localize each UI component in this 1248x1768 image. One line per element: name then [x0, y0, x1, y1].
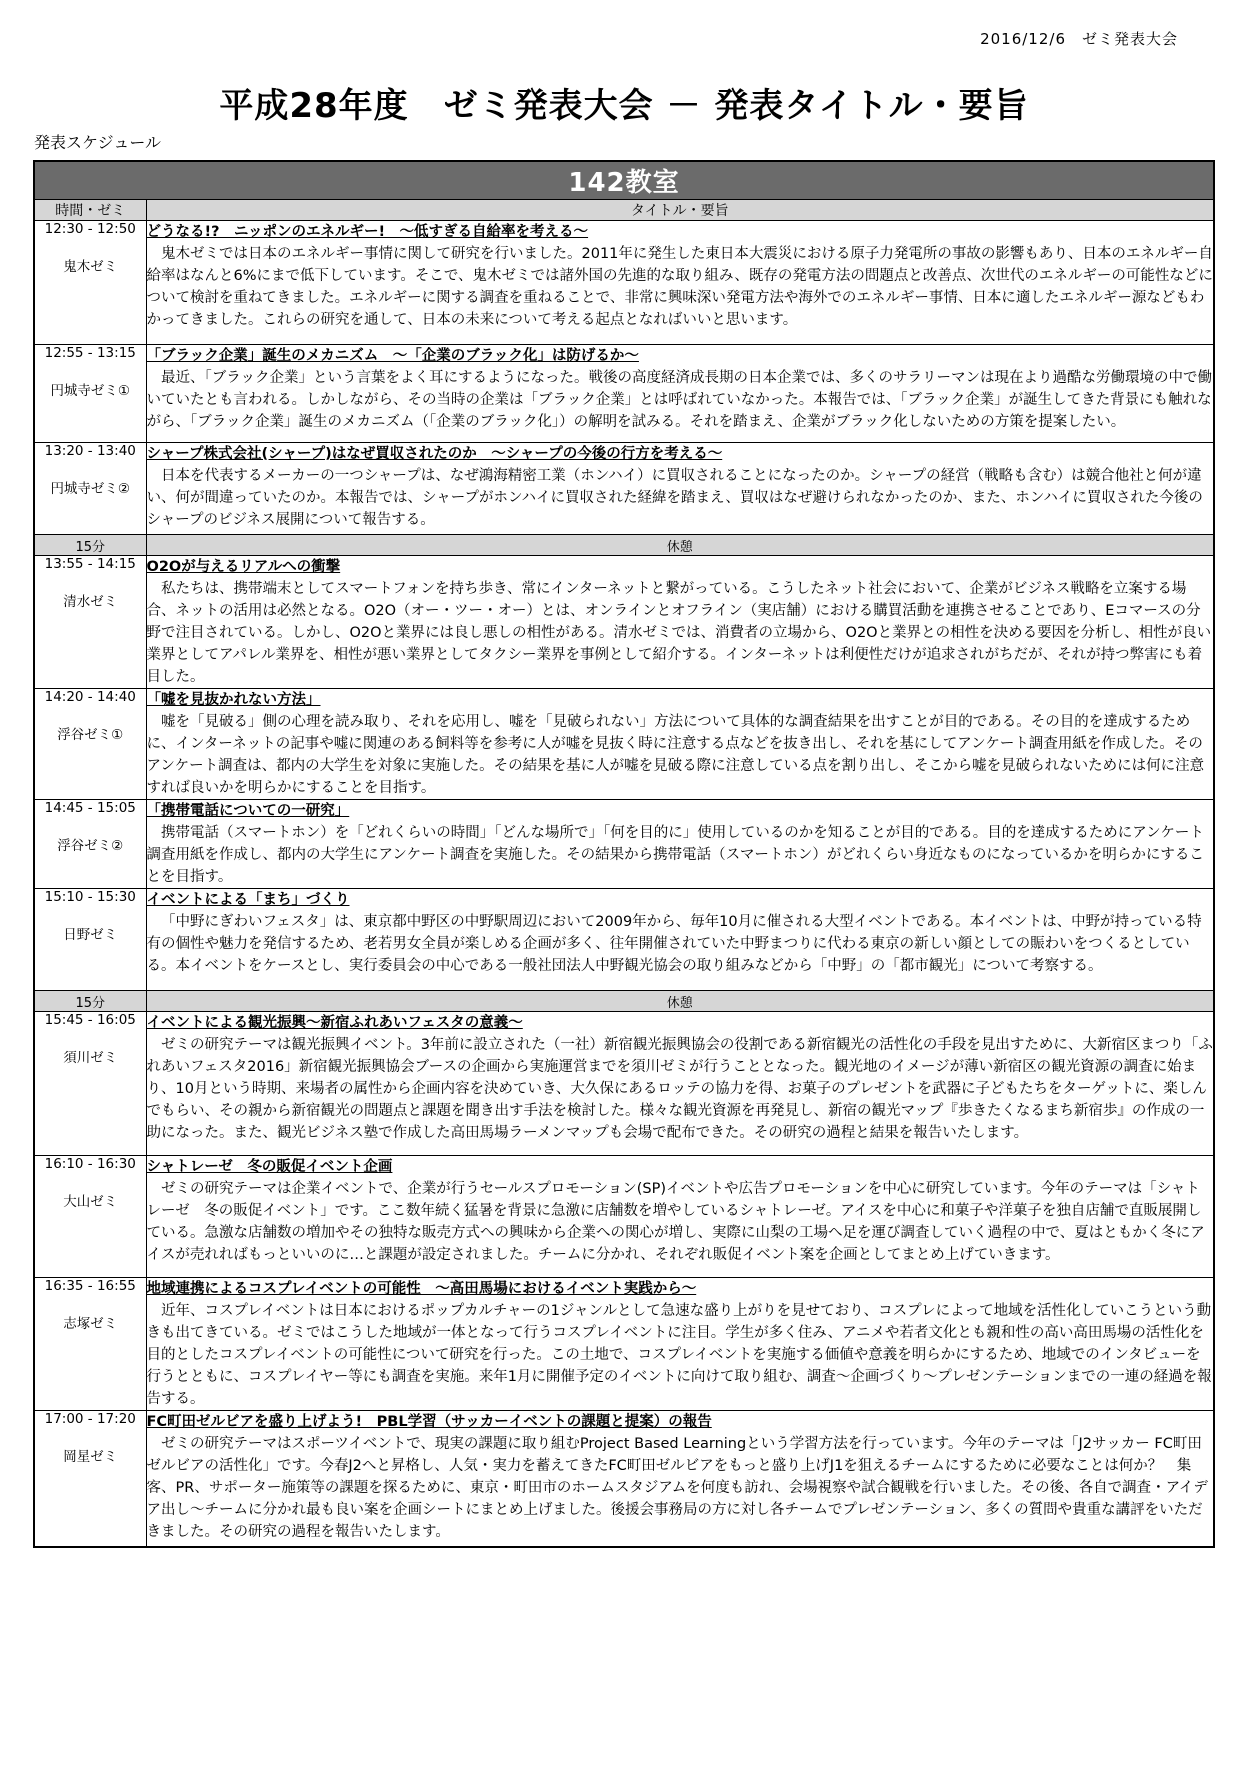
- presentation-title: イベントによる観光振興～新宿ふれあいフェスタの意義～: [146, 1015, 523, 1031]
- time-zemi-cell: [34, 1411, 146, 1547]
- presentation-summary: 近年、コスプレイベントは日本におけるポップカルチャーの1ジャンルとして急速な盛り上がりを見せており、コスプレによって地域を活性化していこうという動きも出てきている。ゼミではこうした地域が一体となって行うコスプレイベントに注目。学生が多く住み、アニメや若者文化とも親和性の高い高田馬場の活性化を目的としたコスプレイベントの可能性について研究を行った。この土地で、コスプレイベントを実施する価値や意義を明らかにするため、地域でのインタビューを行うとともに、コスプレイヤー等にも調査を実施。来年1月に開催予定のイベントに向けて取り組む、調査～企画づくり～プレゼンテーションまでの一連の経過を報告する。: [146, 1303, 1212, 1407]
- zemi-name: 岡星ゼミ: [63, 1448, 118, 1465]
- presentation-summary: 日本を代表するメーカーの一つシャープは、なぜ鴻海精密工業（ホンハイ）に買収されることになったのか。シャープの経営（戦略も含む）は競合他社と何が違い、何が間違っていたのか。本報告では、シャープがホンハイに買収された経緯を踏まえ、買収はなぜ避けられなかったのか、また、ホンハイに買収された今後のシャープのビジネス展開について報告する。: [146, 468, 1203, 528]
- presentation-summary: ゼミの研究テーマはスポーツイベントで、現実の課題に取り組むProject Based Learningという学習方法を行っています。今年のテーマは「J2サッカー FC町田ゼルビアの活性化」です。今春J2へと昇格し、人気・実力を蓄えてきたFC町田ゼルビアをもっと盛り上げJ1を狙えるチームにするために必要なことは何か？ 集客、PR、サポーター施策等の課題を探るために、東京・町田市のホームスタジアムを何度も訪れ、会場視察や試合観戦を行いました。その後、各自で調査・アイデア出し～チームに分かれ最も良い案を企画シートにまとめ上げました。後援会事務局の方に対し各チームでプレゼンテーション、多くの質問や貴重な講評をいただきました。その研究の過程を報告いたします。: [146, 1436, 1208, 1540]
- title-summary-cell: [146, 1411, 1214, 1547]
- column-header-time: 時間・ゼミ: [34, 200, 146, 221]
- time-slot: 13:20 - 13:40: [44, 443, 136, 459]
- zemi-name: 浮谷ゼミ①: [57, 726, 124, 743]
- time-zemi-cell: [34, 1278, 146, 1411]
- time-slot: 16:10 - 16:30: [44, 1156, 136, 1172]
- title-summary-cell: [146, 689, 1214, 800]
- time-slot: 12:55 - 13:15: [44, 345, 136, 361]
- title-summary-cell: [146, 345, 1214, 443]
- time-zemi-cell: [34, 800, 146, 889]
- presentation-row: [34, 1411, 1214, 1547]
- zemi-name: 鬼木ゼミ: [63, 258, 118, 275]
- break-label: 休憩: [146, 535, 1214, 556]
- title-summary-cell: [146, 889, 1214, 991]
- time-zemi-cell: [34, 1156, 146, 1278]
- zemi-name: 円城寺ゼミ②: [50, 480, 131, 497]
- time-slot: 16:35 - 16:55: [44, 1278, 136, 1294]
- break-row: [34, 535, 1214, 556]
- presentation-summary: 「中野にぎわいフェスタ」は、東京都中野区の中野駅周辺において2009年から、毎年10月に催される大型イベントである。本イベントは、中野が持っている特有の個性や魅力を発信するため、老若男女全員が楽しめる企画が多く、往年開催されていた中野まつりに代わる東京の新しい顔としての賑わいをつくるとしている。本イベントをケースとし、実行委員会の中心である一般社団法人中野観光協会の取り組みなどから「中野」の「都市観光」について考察する。: [146, 914, 1202, 974]
- time-slot: 15:45 - 16:05: [44, 1012, 136, 1028]
- presentation-row: [34, 1012, 1214, 1156]
- presentation-title: 地域連携によるコスプレイベントの可能性 ～高田馬場におけるイベント実践から～: [146, 1281, 697, 1297]
- presentation-summary: 私たちは、携帯端末としてスマートフォンを持ち歩き、常にインターネットと繋がっている。こうしたネット社会において、企業がビジネス戦略を立案する場合、ネットの活用は必然となる。O2O（オー・ツー・オー）とは、オンラインとオフライン（実店舗）における購買活動を連携させることであり、Eコマースの分野で注目されている。しかし、O2Oと業界には良し悪しの相性がある。清水ゼミでは、消費者の立場から、O2Oと業界との相性を決める要因を分析し、相性が良い業界としてアパレル業界を、相性が悪い業界としてタクシー業界を事例として紹介する。インターネットは利便性だけが追求されがちだが、それが持つ弊害にも着目した。: [146, 581, 1212, 685]
- column-header-title: タイトル・要旨: [146, 200, 1214, 221]
- presentation-title: FC町田ゼルビアを盛り上げよう! PBL学習（サッカーイベントの課題と提案）の報告: [146, 1414, 712, 1430]
- title-summary-cell: [146, 221, 1214, 345]
- zemi-name: 日野ゼミ: [63, 926, 118, 943]
- presentation-title: 「嘘を見抜かれない方法」: [146, 692, 321, 708]
- time-zemi-cell: [34, 345, 146, 443]
- presentation-row: [34, 800, 1214, 889]
- title-summary-cell: [146, 1156, 1214, 1278]
- presentation-title: O2Oが与えるリアルへの衝撃: [146, 559, 341, 575]
- time-slot: 12:30 - 12:50: [44, 221, 136, 237]
- time-slot: 14:20 - 14:40: [44, 689, 136, 705]
- time-zemi-cell: [34, 889, 146, 991]
- presentation-row: [34, 889, 1214, 991]
- room-header: 142教室: [34, 161, 1214, 200]
- schedule-table: [33, 160, 1215, 1548]
- presentation-row: [34, 1278, 1214, 1411]
- title-summary-cell: [146, 1012, 1214, 1156]
- presentation-row: [34, 443, 1214, 535]
- presentation-row: [34, 345, 1214, 443]
- zemi-name: 志塚ゼミ: [63, 1315, 118, 1332]
- zemi-name: 須川ゼミ: [63, 1049, 118, 1066]
- presentation-title: 「携帯電話についての一研究」: [146, 803, 350, 819]
- schedule-label: 発表スケジュール: [34, 133, 162, 152]
- header-date: 2016/12/6 ゼミ発表大会: [980, 30, 1178, 48]
- zemi-name: 大山ゼミ: [63, 1193, 118, 1210]
- time-slot: 17:00 - 17:20: [44, 1411, 136, 1427]
- break-row: [34, 991, 1214, 1012]
- presentation-summary: ゼミの研究テーマは観光振興イベント。3年前に設立された（一社）新宿観光振興協会の役割である新宿観光の活性化の手段を見出すために、大新宿区まつり「ふれあいフェスタ2016」新宿観光振興協会ブースの企画から実施運営までを須川ゼミが行うこととなった。観光地のイメージが薄い新宿区の観光資源の調査に始まり、10月という時期、来場者の属性から企画内容を決めていき、大久保にあるロッテの協力を得、お菓子のプレゼントを武器に子どもたちをターゲットに、楽しんでもらい、その親から新宿観光の問題点と課題を聞き出す手法を検討した。様々な観光資源を再発見し、新宿の観光マップ『歩きたくなるまち新宿歩』の作成の一助になった。また、観光ビジネス塾で作成した高田馬場ラーメンマップも会場で配布できた。その研究の過程と結果を報告いたします。: [146, 1037, 1213, 1141]
- zemi-name: 円城寺ゼミ①: [50, 382, 131, 399]
- presentation-summary: 最近、「ブラック企業」という言葉をよく耳にするようになった。戦後の高度経済成長期の日本企業では、多くのサラリーマンは現在より過酷な労働環境の中で働いていたとも言われる。しかしながら、その当時の企業は「ブラック企業」とは呼ばれていなかった。本報告では、「ブラック企業」が誕生してきた背景にも触れながら、「ブラック企業」誕生のメカニズム（「企業のブラック化」）の解明を試みる。それを踏まえ、企業がブラック化しないための方策を提案したい。: [146, 370, 1212, 430]
- break-label: 休憩: [146, 991, 1214, 1012]
- presentation-summary: 嘘を「見破る」側の心理を読み取り、それを応用し、嘘を「見破られない」方法について具体的な調査結果を出すことが目的である。その目的を達成するために、インターネットの記事や嘘に関連のある飼料等を参考に人が嘘を見抜く時に注意する点などを抜き出し、それを基にしてアンケート調査用紙を作成した。そのアンケート調査は、都内の大学生を対象に実施した。その結果を基に人が嘘を見破る際に注意している点を割り出し、そこから嘘を見破られないためには何に注意すれば良いかを明らかにすることを目指す。: [146, 714, 1205, 796]
- time-zemi-cell: [34, 689, 146, 800]
- title-summary-cell: [146, 443, 1214, 535]
- title-summary-cell: [146, 1278, 1214, 1411]
- time-slot: 15:10 - 15:30: [44, 889, 136, 905]
- time-slot: 14:45 - 15:05: [44, 800, 136, 816]
- time-zemi-cell: [34, 1012, 146, 1156]
- presentation-title: イベントによる「まち」づくり: [146, 892, 350, 908]
- time-slot: 13:55 - 14:15: [44, 556, 136, 572]
- presentation-title: 「ブラック企業」誕生のメカニズム ～「企業のブラック化」は防げるか～: [146, 348, 639, 364]
- presentation-title: どうなる!? ニッポンのエネルギー! ～低すぎる自給率を考える～: [146, 224, 589, 240]
- presentation-summary: 鬼木ゼミでは日本のエネルギー事情に関して研究を行いました。2011年に発生した東日本大震災における原子力発電所の事故の影響もあり、日本のエネルギー自給率はなんと6%にまで低下しています。そこで、鬼木ゼミでは諸外国の先進的な取り組み、既存の発電方法の問題点と改善点、次世代のエネルギーの可能性などについて検討を重ねてきました。エネルギーに関する調査を重ねることで、非常に興味深い発電方法や海外でのエネルギー事情、日本に適したエネルギー源などもわかってきました。これらの研究を通して、日本の未来について考える起点となればいいと思います。: [146, 246, 1213, 328]
- presentation-row: [34, 556, 1214, 689]
- time-zemi-cell: [34, 443, 146, 535]
- title-summary-cell: [146, 556, 1214, 689]
- presentation-title: シャトレーゼ 冬の販促イベント企画: [146, 1159, 393, 1175]
- presentation-row: [34, 221, 1214, 345]
- title-summary-cell: [146, 800, 1214, 889]
- break-duration: 15分: [34, 535, 146, 556]
- presentation-summary: 携帯電話（スマートホン）を「どれくらいの時間」「どんな場所で」「何を目的に」使用しているのかを知ることが目的である。目的を達成するためにアンケート調査用紙を作成し、都内の大学生にアンケート調査を実施した。その結果から携帯電話（スマートホン）がどれくらい身近なものになっているかを明らかにすることを目指す。: [146, 825, 1204, 885]
- time-zemi-cell: [34, 556, 146, 689]
- presentation-row: [34, 1156, 1214, 1278]
- page-title: 平成28年度 ゼミ発表大会 － 発表タイトル・要旨: [219, 86, 1029, 126]
- break-duration: 15分: [34, 991, 146, 1012]
- zemi-name: 清水ゼミ: [63, 593, 118, 610]
- zemi-name: 浮谷ゼミ②: [57, 837, 124, 854]
- presentation-row: [34, 689, 1214, 800]
- time-zemi-cell: [34, 221, 146, 345]
- presentation-title: シャープ株式会社(シャープ)はなぜ買収されたのか ～シャープの今後の行方を考える～: [146, 446, 723, 462]
- presentation-summary: ゼミの研究テーマは企業イベントで、企業が行うセールスプロモーション(SP)イベントや広告プロモーションを中心に研究しています。今年のテーマは「シャトレーゼ 冬の販促イベント」です。ここ数年続く猛暑を背景に急激に店舗数を増やしているシャトレーゼ。アイスを中心に和菓子や洋菓子を独自店舗で直販展開している。急激な店舗数の増加やその独特な販売方式への興味から企業への関心が増し、実際に山梨の工場へ足を運び調査していく過程の中で、夏はともかく冬にアイスが売れればもっといいのに…と課題が設定されました。チームに分かれ、それぞれ販促イベント案を企画としてまとめ上げていきます。: [146, 1181, 1205, 1263]
